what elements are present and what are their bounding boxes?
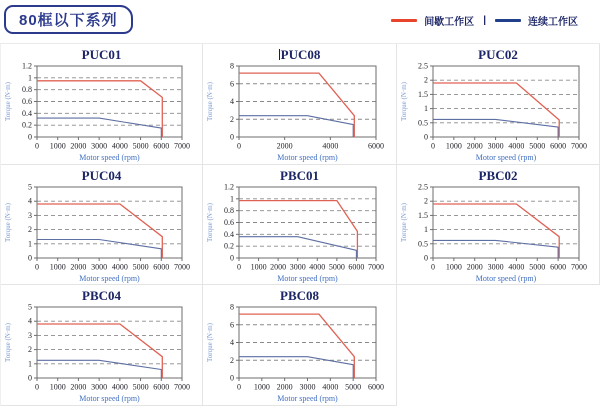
y-tick-label: 0: [230, 132, 234, 142]
y-tick-label: 1: [28, 239, 32, 249]
continuous-zone-line: [239, 237, 356, 258]
chart-plot: [397, 62, 599, 164]
x-tick-label: 1000: [445, 262, 462, 272]
legend-separator: |: [483, 15, 486, 26]
x-axis-label: Motor speed (rpm): [277, 394, 338, 403]
continuous-zone-label: 连续工作区: [528, 17, 578, 28]
y-tick-label: 4: [28, 196, 32, 206]
x-tick-label: 7000: [174, 141, 190, 151]
y-axis-label: Torque (N·m): [400, 82, 408, 121]
y-tick-label: 3: [28, 210, 32, 220]
x-tick-label: 0: [431, 141, 435, 151]
x-tick-label: 7000: [571, 141, 587, 151]
chart-cell-puc01: [1, 44, 203, 165]
x-tick-label: 6000: [348, 262, 365, 272]
x-axis-label: Motor speed (rpm): [475, 153, 537, 162]
chart-plot: [203, 303, 396, 405]
chart-cell-puc04: [1, 165, 203, 285]
y-tick-label: 0.8: [22, 85, 32, 95]
x-tick-label: 6000: [368, 141, 384, 151]
x-axis-label: Motor speed (rpm): [79, 274, 140, 283]
intermittent-zone-line: [37, 204, 162, 258]
chart-title: PBC01: [280, 168, 319, 183]
chart-cell-pbc08: [203, 285, 397, 406]
y-tick-label: 0: [28, 132, 32, 142]
x-axis-label: Motor speed (rpm): [79, 153, 140, 162]
y-tick-label: 0: [28, 373, 32, 383]
continuous-zone-line: [37, 360, 161, 378]
y-tick-label: 8: [230, 303, 234, 312]
chart-grid: [0, 43, 600, 406]
chart-plot: [203, 183, 396, 285]
chart-cell-pbc04: [1, 285, 203, 406]
x-tick-label: 4000: [322, 141, 339, 151]
intermittent-zone-line: [239, 73, 354, 137]
series-title-badge: 80框以下系列: [4, 5, 133, 34]
y-tick-label: 1: [424, 104, 428, 114]
y-tick-label: 1.5: [418, 89, 428, 99]
chart-title: PBC04: [82, 288, 121, 303]
y-tick-label: 1.2: [224, 183, 234, 192]
y-tick-label: 2: [230, 114, 234, 124]
intermittent-zone-line-icon: [391, 19, 417, 22]
x-tick-label: 5000: [529, 141, 546, 151]
x-tick-label: 7000: [174, 382, 190, 392]
y-tick-label: 4: [28, 316, 32, 326]
chart-cell-puc08: [203, 44, 397, 165]
y-axis-label: Torque (N·m): [4, 323, 12, 362]
chart-plot: [1, 303, 202, 405]
page-header: [0, 0, 600, 43]
x-tick-label: 6000: [550, 141, 567, 151]
y-tick-label: 0.8: [224, 206, 234, 216]
y-axis-label: Torque (N·m): [206, 82, 214, 121]
y-axis-label: Torque (N·m): [206, 203, 214, 242]
continuous-zone-line: [37, 118, 161, 137]
y-tick-label: 6: [230, 79, 234, 89]
plot-border: [37, 307, 182, 378]
x-tick-label: 0: [35, 141, 39, 151]
x-tick-label: 3000: [91, 262, 108, 272]
x-tick-label: 1000: [253, 382, 270, 392]
continuous-zone-line-icon: [495, 19, 521, 22]
x-tick-label: 2000: [70, 141, 87, 151]
chart-plot: [1, 183, 202, 285]
y-tick-label: 1.5: [418, 210, 428, 220]
x-tick-label: 1000: [250, 262, 267, 272]
x-tick-label: 2000: [276, 141, 293, 151]
y-tick-label: 0.6: [224, 218, 234, 227]
intermittent-zone-line: [433, 83, 559, 137]
empty-cell: [397, 285, 600, 406]
x-tick-label: 2000: [276, 382, 293, 392]
x-tick-label: 5000: [132, 141, 149, 151]
x-tick-label: 3000: [91, 382, 108, 392]
x-tick-label: 3000: [487, 141, 504, 151]
x-tick-label: 2000: [466, 141, 483, 151]
intermittent-zone-line: [239, 314, 354, 378]
y-tick-label: 0.2: [224, 241, 234, 251]
plot-border: [239, 307, 376, 378]
x-tick-label: 1000: [49, 262, 66, 272]
intermittent-zone-label: 间歇工作区: [424, 17, 475, 28]
y-tick-label: 0: [230, 373, 234, 383]
x-tick-label: 7000: [571, 262, 587, 272]
x-tick-label: 5000: [529, 262, 546, 272]
x-tick-label: 6000: [153, 262, 170, 272]
x-tick-label: 4000: [508, 141, 525, 151]
plot-border: [239, 187, 376, 258]
y-tick-label: 1: [28, 359, 32, 369]
y-tick-label: 0.4: [22, 108, 32, 118]
x-tick-label: 5000: [328, 262, 345, 272]
chart-plot: [1, 62, 202, 164]
y-tick-label: 0: [28, 253, 32, 263]
y-tick-label: 8: [230, 62, 234, 71]
y-tick-label: 2: [28, 225, 32, 235]
legend: [391, 13, 578, 28]
y-tick-label: 5: [28, 303, 32, 312]
intermittent-zone-line: [239, 201, 357, 258]
x-tick-label: 6000: [368, 382, 384, 392]
x-tick-label: 4000: [111, 382, 128, 392]
chart-plot: [397, 183, 599, 285]
plot-border: [433, 66, 579, 137]
x-tick-label: 2000: [70, 262, 87, 272]
y-tick-label: 0.6: [22, 97, 32, 106]
y-tick-label: 0.5: [418, 239, 428, 249]
x-tick-label: 4000: [508, 262, 525, 272]
chart-title: PBC02: [478, 168, 518, 183]
y-tick-label: 0.5: [418, 118, 428, 128]
intermittent-zone-line: [37, 324, 162, 378]
y-tick-label: 0.2: [22, 120, 32, 130]
y-axis-label: Torque (N·m): [4, 82, 12, 121]
x-tick-label: 0: [237, 262, 241, 272]
x-tick-label: 5000: [132, 262, 149, 272]
text-cursor: [279, 49, 280, 60]
x-axis-label: Motor speed (rpm): [475, 274, 537, 283]
continuous-zone-line: [433, 240, 558, 258]
continuous-zone-line: [37, 240, 161, 259]
chart-title: PUC08: [280, 47, 321, 62]
x-tick-label: 7000: [368, 262, 384, 272]
chart-title: PUC02: [478, 47, 518, 62]
chart-cell-puc02: [397, 44, 600, 165]
x-tick-label: 1000: [49, 141, 66, 151]
x-tick-label: 3000: [289, 262, 306, 272]
intermittent-zone-line: [433, 204, 559, 258]
x-tick-label: 2000: [70, 382, 87, 392]
x-tick-label: 0: [35, 382, 39, 392]
y-axis-label: Torque (N·m): [4, 203, 12, 242]
y-tick-label: 1: [28, 73, 32, 83]
y-tick-label: 2: [424, 196, 428, 206]
y-tick-label: 2.5: [418, 62, 428, 71]
y-tick-label: 0: [424, 253, 428, 263]
y-tick-label: 2: [28, 345, 32, 355]
y-axis-label: Torque (N·m): [206, 323, 214, 362]
chart-plot: [203, 62, 396, 164]
x-tick-label: 3000: [91, 141, 108, 151]
x-tick-label: 1000: [49, 382, 66, 392]
x-tick-label: 4000: [309, 262, 326, 272]
y-tick-label: 2: [230, 355, 234, 365]
y-tick-label: 6: [230, 320, 234, 330]
y-tick-label: 5: [28, 183, 32, 192]
x-tick-label: 3000: [299, 382, 316, 392]
continuous-zone-line: [433, 119, 558, 137]
x-axis-label: Motor speed (rpm): [79, 394, 140, 403]
y-tick-label: 3: [28, 330, 32, 340]
x-tick-label: 4000: [322, 382, 339, 392]
x-axis-label: Motor speed (rpm): [277, 153, 338, 162]
x-tick-label: 0: [237, 141, 241, 151]
x-tick-label: 3000: [487, 262, 504, 272]
plot-border: [239, 66, 376, 137]
chart-cell-pbc01: [203, 165, 397, 285]
y-tick-label: 4: [230, 338, 234, 347]
chart-title: PUC01: [81, 47, 122, 62]
chart-title: PUC04: [81, 168, 122, 183]
x-tick-label: 0: [35, 262, 39, 272]
y-tick-label: 0: [230, 253, 234, 263]
chart-cell-pbc02: [397, 165, 600, 285]
x-tick-label: 2000: [466, 262, 483, 272]
x-tick-label: 4000: [111, 262, 128, 272]
x-tick-label: 4000: [111, 141, 128, 151]
y-tick-label: 4: [230, 97, 234, 106]
y-tick-label: 1: [424, 225, 428, 235]
x-tick-label: 0: [237, 382, 241, 392]
x-tick-label: 2000: [270, 262, 287, 272]
y-tick-label: 0: [424, 132, 428, 142]
x-tick-label: 6000: [550, 262, 567, 272]
x-axis-label: Motor speed (rpm): [277, 274, 338, 283]
y-tick-label: 2: [424, 75, 428, 85]
x-tick-label: 6000: [153, 382, 170, 392]
x-tick-label: 1000: [445, 141, 462, 151]
plot-border: [37, 187, 182, 258]
x-tick-label: 6000: [153, 141, 170, 151]
y-tick-label: 2.5: [418, 183, 428, 192]
y-tick-label: 1.2: [22, 62, 32, 71]
x-tick-label: 0: [431, 262, 435, 272]
x-tick-label: 7000: [174, 262, 190, 272]
y-tick-label: 1: [230, 194, 234, 204]
y-tick-label: 0.4: [224, 229, 234, 239]
chart-title: PBC08: [280, 288, 319, 303]
x-tick-label: 5000: [132, 382, 149, 392]
y-axis-label: Torque (N·m): [400, 203, 408, 242]
x-tick-label: 5000: [345, 382, 362, 392]
